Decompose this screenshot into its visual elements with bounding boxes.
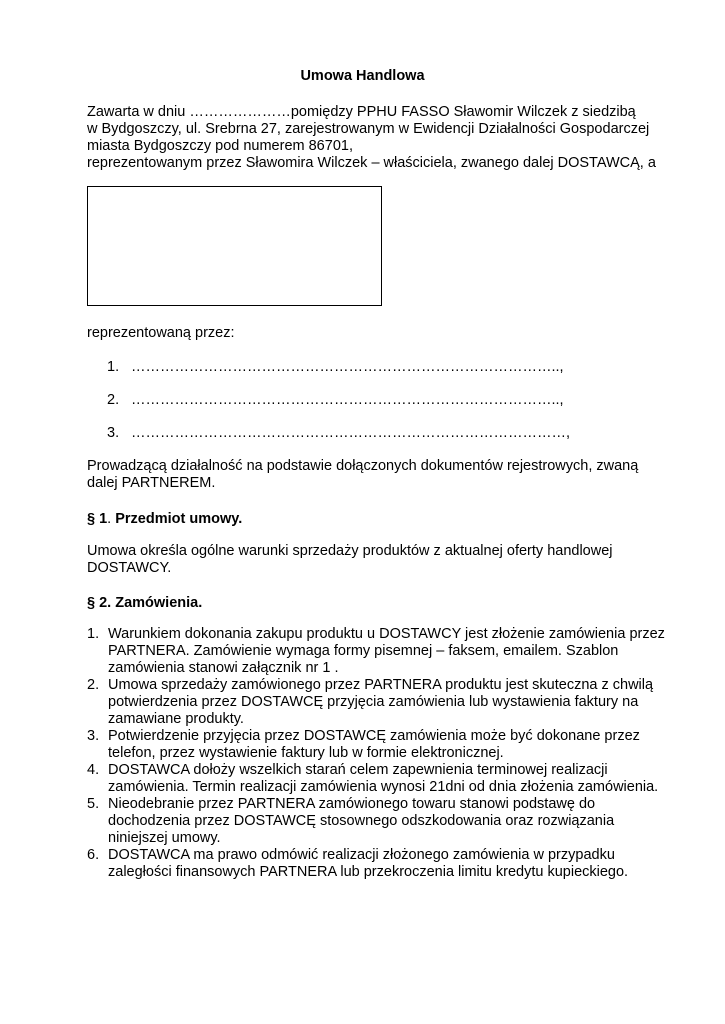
list-item [87, 626, 687, 677]
section-1-title: Przedmiot umowy. [111, 511, 243, 527]
representative-dots: …………………………………………………………………………….., [131, 359, 564, 375]
item-line: zamówienia stanowi załącznik nr 1 . [108, 660, 339, 676]
item-number: 5. [87, 796, 100, 812]
representative-line-2[interactable] [107, 391, 564, 409]
item-line: Warunkiem dokonania zakupu produktu u DOSTAWCY jest złożenie zamówienia przez [108, 626, 665, 642]
representative-line-3[interactable] [107, 424, 570, 442]
partner-line: dalej PARTNEREM. [87, 475, 216, 491]
item-line: PARTNERA. Zamówienie wymaga formy pisemnej – faksem, emailem. Szablon [108, 643, 619, 659]
intro-line: Zawarta w dniu …………………pomiędzy PPHU FASSO Sławomir Wilczek z siedzibą [87, 104, 636, 120]
list-item [87, 762, 687, 796]
intro-line: w Bydgoszczy, ul. Srebrna 27, zarejestrowanym w Ewidencji Działalności Gospodarczej [87, 121, 650, 137]
item-line: zaległości finansowych PARTNERA lub przekroczenia limitu kredytu kupieckiego. [108, 864, 629, 880]
representative-dots: …………………………………………………………………………….., [131, 392, 564, 408]
item-line: DOSTAWCA dołoży wszelkich starań celem zapewnienia terminowej realizacji [108, 762, 608, 778]
intro-line: reprezentowanym przez Sławomira Wilczek – właściciela, zwanego dalej DOSTAWCĄ, a [87, 155, 656, 171]
item-line: Umowa sprzedaży zamówionego przez PARTNERA produktu jest skuteczna z chwilą [108, 677, 654, 693]
item-line: zamówienia. Termin realizacji zamówienia wynosi 21dni od dnia złożenia zamówienia. [108, 779, 659, 795]
representative-dots: ………………………………………………………………………………, [131, 425, 571, 441]
item-line: Nieodebranie przez PARTNERA zamówionego towaru stanowi podstawę do [108, 796, 596, 812]
item-number: 2. [87, 677, 100, 693]
list-item [87, 677, 687, 728]
section-1-prefix: § 1 [87, 511, 108, 527]
item-line: telefon, przez wystawienie faktury lub w formie elektronicznej. [108, 745, 504, 761]
item-number: 1. [87, 626, 100, 642]
list-item [87, 847, 687, 881]
section-2-list [87, 626, 687, 881]
section-1-line: Umowa określa ogólne warunki sprzedaży produktów z aktualnej oferty handlowej [87, 543, 613, 559]
item-line: DOSTAWCA ma prawo odmówić realizacji złożonego zamówienia w przypadku [108, 847, 615, 863]
section-1-heading [87, 510, 242, 528]
section-1-dot: . [107, 511, 112, 527]
intro-paragraph [87, 104, 687, 172]
list-item [87, 796, 687, 847]
section-1-line: DOSTAWCY. [87, 560, 172, 576]
representative-number: 1. [107, 359, 120, 375]
representative-number: 2. [107, 392, 120, 408]
section-2-heading: § 2. Zamówienia. [87, 595, 203, 611]
item-line: potwierdzenia przez DOSTAWCĘ przyjęcia zamówienia lub wystawienia faktury na [108, 694, 639, 710]
document-title: Umowa Handlowa [300, 68, 425, 84]
item-number: 4. [87, 762, 100, 778]
partner-line: Prowadzącą działalność na podstawie dołączonych dokumentów rejestrowych, zwaną [87, 458, 639, 474]
item-line: Potwierdzenie przyjęcia przez DOSTAWCĘ zamówienia może być dokonane przez [108, 728, 640, 744]
list-item [87, 728, 687, 762]
section-1-text [87, 543, 687, 577]
representative-line-1[interactable] [107, 358, 564, 376]
represented-label: reprezentowaną przez: [87, 325, 235, 341]
intro-line: miasta Bydgoszczy pod numerem 86701, [87, 138, 353, 154]
partner-details-box[interactable] [87, 186, 382, 306]
item-number: 3. [87, 728, 100, 744]
item-number: 6. [87, 847, 100, 863]
item-line: dochodzenia przez DOSTAWCĘ stosownego odszkodowania oraz rozwiązania [108, 813, 615, 829]
partner-paragraph [87, 458, 687, 492]
item-line: niniejszej umowy. [108, 830, 221, 846]
representative-number: 3. [107, 425, 120, 441]
item-line: zamawiane produkty. [108, 711, 244, 727]
